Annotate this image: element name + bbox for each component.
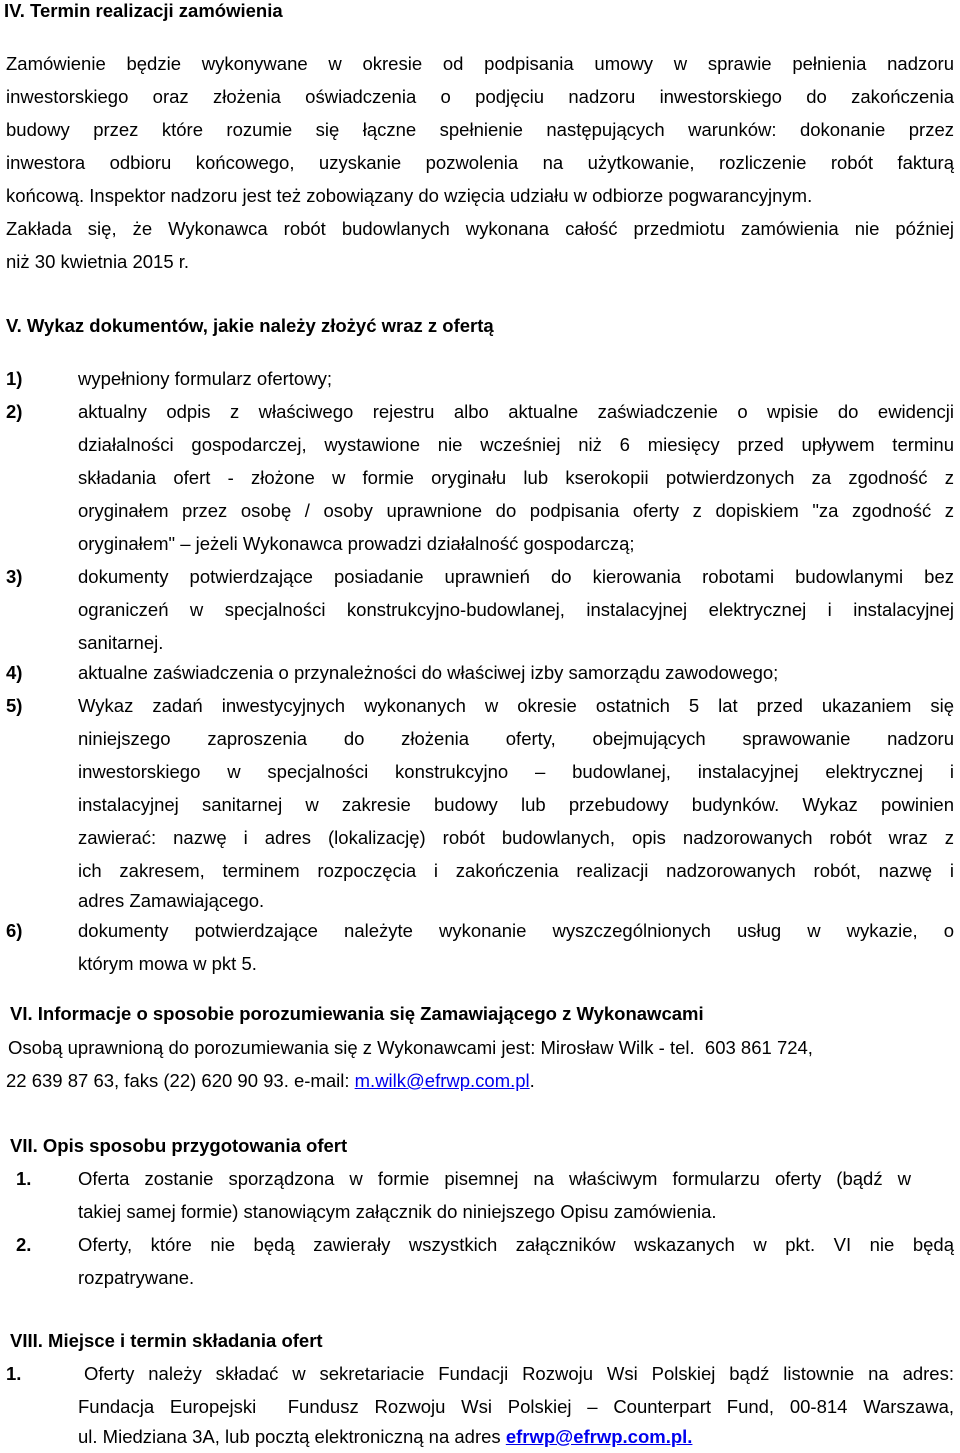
list-item-line: składania ofert - złożone w formie oryginału lub kserokopii potwierdzonych za zgodność z (78, 467, 954, 488)
list-item-line: oryginałem przez osobę / osoby uprawnione do podpisania oferty z dopiskiem "za zgodność z (78, 500, 954, 521)
list-item-line: aktualne zaświadczenia o przynależności do właściwej izby samorządu zawodowego; (78, 662, 779, 683)
section-vi-heading: VI. Informacje o sposobie porozumiewania się Zamawiającego z Wykonawcami (10, 1003, 704, 1024)
list-number: 5) (6, 695, 23, 716)
list-item-line: Fundacja Europejski Fundusz Rozwoju Wsi Polskiej – Counterpart Fund, 00-814 Warszawa, (78, 1396, 954, 1417)
paragraph-line: Zakłada się, że Wykonawca robót budowlanych wykonana całość przedmiotu zamówienia nie później (6, 218, 954, 239)
contact-line: Osobą uprawnioną do porozumiewania się z Wykonawcami jest: Mirosław Wilk - tel. 603 861 724, (8, 1037, 813, 1058)
list-item-line: sanitarnej. (78, 632, 164, 653)
paragraph-line: inwestora odbioru końcowego, uzyskanie pozwolenia na użytkowanie, rozliczenie robót fakturą (6, 152, 954, 173)
contact-text: 22 639 87 63, faks (22) 620 90 93. e-mail: (6, 1070, 355, 1091)
list-item-line: adres Zamawiającego. (78, 890, 265, 911)
list-item-line: wypełniony formularz ofertowy; (78, 368, 332, 389)
list-item-line: Wykaz zadań inwestycyjnych wykonanych w okresie ostatnich 5 lat przed ukazaniem się (78, 695, 954, 716)
list-item-line: oryginałem" – jeżeli Wykonawca prowadzi działalność gospodarczą; (78, 533, 635, 554)
paragraph-line: końcową. Inspektor nadzoru jest też zobowiązany do wzięcia udziału w odbiorze pogwarancyjnym. (6, 185, 813, 206)
section-vii-heading: VII. Opis sposobu przygotowania ofert (10, 1135, 348, 1156)
address-text: ul. Miedziana 3A, lub pocztą elektroniczną na adres (78, 1426, 506, 1447)
list-item-line: inwestorskiego w specjalności konstrukcyjno – budowlanej, instalacyjnej elektrycznej i (78, 761, 954, 782)
list-number: 2) (6, 401, 23, 422)
list-number: 1. (6, 1363, 22, 1384)
list-item-line: ich zakresem, terminem rozpoczęcia i zakończenia realizacji nadzorowanych robót, nazwę i (78, 860, 954, 881)
list-item-line: takiej samej formie) stanowiącym załącznik do niniejszego Opisu zamówienia. (78, 1201, 717, 1222)
email-link[interactable]: m.wilk@efrwp.com.pl (354, 1070, 530, 1091)
list-item-line: dokumenty potwierdzające posiadanie uprawnień do kierowania robotami budowlanymi bez (78, 566, 954, 587)
list-item-line: zawierać: nazwę i adres (lokalizację) robót budowlanych, opis nadzorowanych robót wraz z (78, 827, 954, 848)
list-item-line: Oferty należy składać w sekretariacie Fundacji Rozwoju Wsi Polskiej bądź listownie na adres: (84, 1363, 954, 1384)
list-number: 4) (6, 662, 23, 683)
contact-text: . (529, 1070, 535, 1091)
list-item-line (78, 1420, 692, 1453)
list-item-line: rozpatrywane. (78, 1267, 195, 1288)
list-number: 1) (6, 368, 23, 389)
list-number: 1. (16, 1168, 32, 1189)
list-item-line: instalacyjnej sanitarnej w zakresie budowy lub przebudowy budynków. Wykaz powinien (78, 794, 954, 815)
section-iv-heading: IV. Termin realizacji zamówienia (4, 0, 283, 21)
list-number: 6) (6, 920, 23, 941)
contact-line (6, 1064, 535, 1097)
list-item-line: działalności gospodarczej, wystawione nie wcześniej niż 6 miesięcy przed upływem terminu (78, 434, 954, 455)
paragraph-line: budowy przez które rozumie się łączne spełnienie następujących warunków: dokonanie przez (6, 119, 954, 140)
list-number: 3) (6, 566, 23, 587)
list-item-line: niniejszego zaproszenia do złożenia oferty, obejmujących sprawowanie nadzoru (78, 728, 954, 749)
list-item-line: Oferty, które nie będą zawierały wszystkich załączników wskazanych w pkt. VI nie będą (78, 1234, 954, 1255)
email-link[interactable]: efrwp@efrwp.com.pl. (505, 1426, 693, 1447)
list-number: 2. (16, 1234, 32, 1255)
paragraph-line: niż 30 kwietnia 2015 r. (6, 251, 190, 272)
paragraph-line: inwestorskiego oraz złożenia oświadczenia o podjęciu nadzoru inwestorskiego do zakończenia (6, 86, 954, 107)
section-viii-heading: VIII. Miejsce i termin składania ofert (10, 1330, 323, 1351)
list-item-line: ograniczeń w specjalności konstrukcyjno-budowlanej, instalacyjnej elektrycznej i instalacyjnej (78, 599, 954, 620)
paragraph-line: Zamówienie będzie wykonywane w okresie od podpisania umowy w sprawie pełnienia nadzoru (6, 53, 954, 74)
list-item-line: którym mowa w pkt 5. (78, 953, 257, 974)
section-v-heading: V. Wykaz dokumentów, jakie należy złożyć wraz z ofertą (6, 315, 494, 336)
list-item-line: Oferta zostanie sporządzona w formie pisemnej na właściwym formularzu oferty (bądź w (78, 1168, 911, 1189)
list-item-line: aktualny odpis z właściwego rejestru albo aktualne zaświadczenie o wpisie do ewidencji (78, 401, 954, 422)
list-item-line: dokumenty potwierdzające należyte wykonanie wyszczególnionych usług w wykazie, o (78, 920, 954, 941)
